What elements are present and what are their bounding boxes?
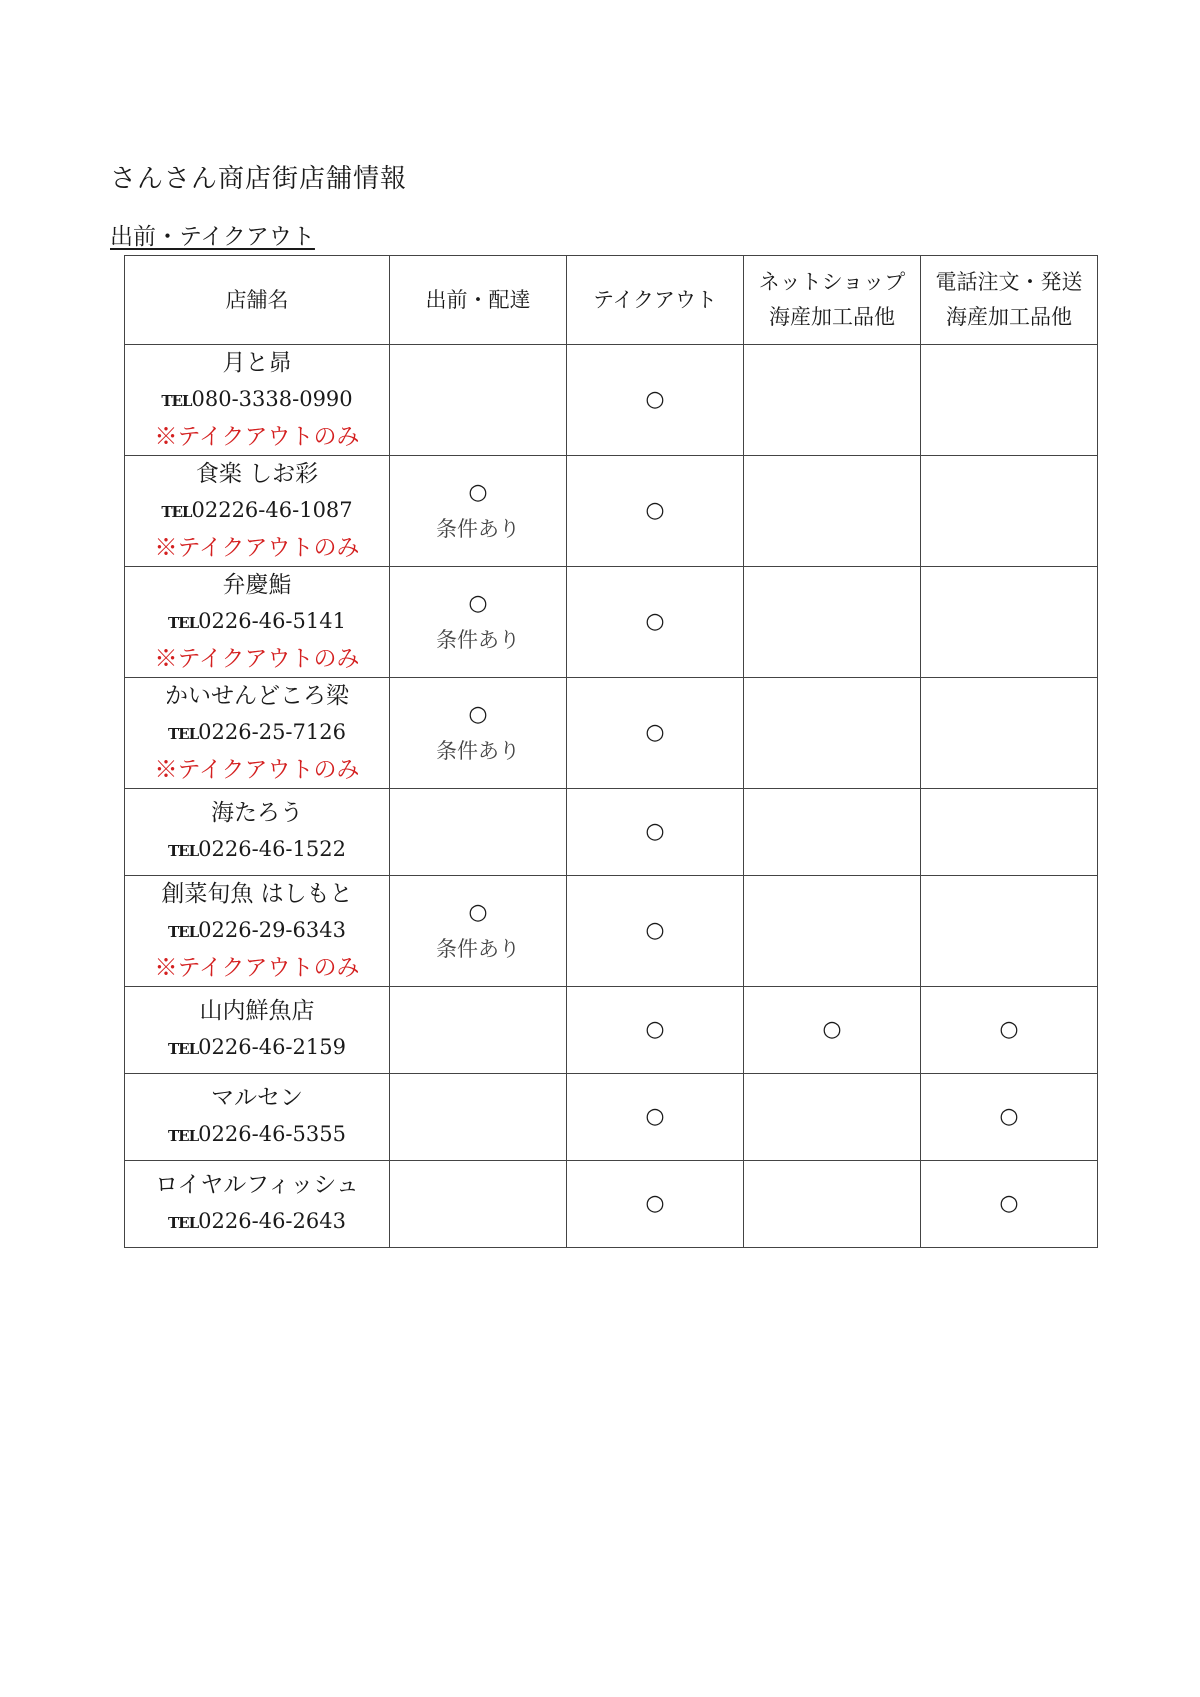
cell-delivery bbox=[390, 1161, 567, 1248]
cell-shop-info bbox=[125, 678, 390, 789]
cell-netshop bbox=[744, 876, 921, 987]
shop-phone bbox=[125, 1029, 389, 1067]
phone-number: 0226-46-1522 bbox=[198, 837, 346, 861]
cell-delivery bbox=[390, 567, 567, 678]
shop-phone bbox=[125, 1203, 389, 1241]
available-mark: ○ bbox=[822, 1017, 842, 1042]
tel-icon: TEL bbox=[168, 923, 199, 941]
tel-icon: TEL bbox=[168, 1040, 199, 1058]
cell-takeout bbox=[567, 1074, 744, 1161]
table-row bbox=[125, 678, 1098, 789]
cell-takeout bbox=[567, 789, 744, 876]
table-header-row bbox=[125, 256, 1098, 345]
tel-icon: TEL bbox=[161, 392, 192, 410]
available-mark: ○ bbox=[999, 1017, 1019, 1042]
shop-phone bbox=[125, 492, 389, 530]
available-mark: ○ bbox=[645, 720, 665, 745]
section-heading: 出前・テイクアウト bbox=[110, 224, 315, 250]
table-row bbox=[125, 789, 1098, 876]
cell-netshop bbox=[744, 987, 921, 1074]
cell-delivery bbox=[390, 678, 567, 789]
takeout-only-note: ※テイクアウトのみ bbox=[154, 535, 360, 561]
cell-netshop bbox=[744, 678, 921, 789]
cell-phone-order bbox=[921, 789, 1098, 876]
available-mark: ○ bbox=[468, 591, 488, 616]
shop-phone bbox=[125, 831, 389, 869]
table-row bbox=[125, 1074, 1098, 1161]
cell-shop-info bbox=[125, 987, 390, 1074]
cell-netshop bbox=[744, 1161, 921, 1248]
shop-phone bbox=[125, 381, 389, 419]
cell-shop-info bbox=[125, 789, 390, 876]
shop-name: かいせんどころ梁 bbox=[165, 683, 349, 709]
shop-phone bbox=[125, 714, 389, 752]
header-phone-order: 電話注文・発送 海産加工品他 bbox=[921, 256, 1098, 345]
takeout-only-note: ※テイクアウトのみ bbox=[154, 757, 360, 783]
phone-number: 0226-29-6343 bbox=[198, 918, 346, 942]
cell-phone-order bbox=[921, 1074, 1098, 1161]
shop-name: 弁慶鮨 bbox=[222, 572, 292, 598]
header-netshop: ネットショップ 海産加工品他 bbox=[744, 256, 921, 345]
cell-shop-info bbox=[125, 567, 390, 678]
cell-takeout bbox=[567, 345, 744, 456]
takeout-only-note: ※テイクアウトのみ bbox=[154, 424, 360, 450]
shop-name: 月と昴 bbox=[222, 350, 292, 376]
available-mark: ○ bbox=[645, 387, 665, 412]
header-delivery: 出前・配達 bbox=[390, 256, 567, 345]
cell-shop-info bbox=[125, 1074, 390, 1161]
tel-icon: TEL bbox=[168, 725, 199, 743]
phone-number: 0226-46-2159 bbox=[198, 1035, 346, 1059]
cell-delivery bbox=[390, 876, 567, 987]
phone-number: 080-3338-0990 bbox=[191, 387, 353, 411]
available-mark: ○ bbox=[999, 1191, 1019, 1216]
cell-phone-order bbox=[921, 456, 1098, 567]
cell-takeout bbox=[567, 1161, 744, 1248]
available-mark: ○ bbox=[645, 1017, 665, 1042]
shop-name: 食楽 しお彩 bbox=[195, 461, 319, 487]
page-title: さんさん商店街店舗情報 bbox=[110, 164, 408, 194]
header-shop-name: 店舗名 bbox=[125, 256, 390, 345]
condition-label: 条件あり bbox=[436, 517, 520, 541]
tel-icon: TEL bbox=[161, 503, 192, 521]
cell-phone-order bbox=[921, 1161, 1098, 1248]
cell-netshop bbox=[744, 1074, 921, 1161]
tel-icon: TEL bbox=[168, 1214, 199, 1232]
shop-table bbox=[124, 255, 1098, 1248]
available-mark: ○ bbox=[645, 918, 665, 943]
cell-shop-info bbox=[125, 456, 390, 567]
table-row bbox=[125, 345, 1098, 456]
tel-icon: TEL bbox=[168, 1127, 199, 1145]
shop-phone bbox=[125, 1116, 389, 1154]
phone-number: 0226-46-5355 bbox=[198, 1122, 346, 1146]
cell-takeout bbox=[567, 876, 744, 987]
cell-netshop bbox=[744, 789, 921, 876]
table-row bbox=[125, 567, 1098, 678]
cell-phone-order bbox=[921, 678, 1098, 789]
cell-netshop bbox=[744, 345, 921, 456]
available-mark: ○ bbox=[999, 1104, 1019, 1129]
cell-phone-order bbox=[921, 345, 1098, 456]
cell-delivery bbox=[390, 987, 567, 1074]
cell-delivery bbox=[390, 1074, 567, 1161]
condition-label: 条件あり bbox=[436, 628, 520, 652]
shop-name: 山内鮮魚店 bbox=[199, 998, 315, 1024]
cell-delivery bbox=[390, 456, 567, 567]
phone-number: 0226-46-5141 bbox=[198, 609, 346, 633]
cell-takeout bbox=[567, 456, 744, 567]
table-row bbox=[125, 456, 1098, 567]
header-takeout: テイクアウト bbox=[567, 256, 744, 345]
cell-delivery bbox=[390, 345, 567, 456]
cell-delivery bbox=[390, 789, 567, 876]
available-mark: ○ bbox=[645, 498, 665, 523]
cell-phone-order bbox=[921, 987, 1098, 1074]
cell-takeout bbox=[567, 678, 744, 789]
phone-number: 0226-46-2643 bbox=[198, 1209, 346, 1233]
cell-takeout bbox=[567, 987, 744, 1074]
available-mark: ○ bbox=[468, 702, 488, 727]
condition-label: 条件あり bbox=[436, 739, 520, 763]
tel-icon: TEL bbox=[168, 842, 199, 860]
cell-shop-info bbox=[125, 345, 390, 456]
available-mark: ○ bbox=[468, 900, 488, 925]
shop-name: マルセン bbox=[211, 1085, 303, 1111]
cell-netshop bbox=[744, 456, 921, 567]
available-mark: ○ bbox=[645, 1191, 665, 1216]
cell-shop-info bbox=[125, 876, 390, 987]
cell-phone-order bbox=[921, 876, 1098, 987]
available-mark: ○ bbox=[645, 819, 665, 844]
table-row bbox=[125, 876, 1098, 987]
cell-netshop bbox=[744, 567, 921, 678]
table-row bbox=[125, 1161, 1098, 1248]
phone-number: 0226-25-7126 bbox=[198, 720, 346, 744]
shop-phone bbox=[125, 603, 389, 641]
takeout-only-note: ※テイクアウトのみ bbox=[154, 955, 360, 981]
condition-label: 条件あり bbox=[436, 937, 520, 961]
cell-shop-info bbox=[125, 1161, 390, 1248]
available-mark: ○ bbox=[645, 1104, 665, 1129]
table-row bbox=[125, 987, 1098, 1074]
available-mark: ○ bbox=[645, 609, 665, 634]
shop-name: 海たろう bbox=[211, 800, 303, 826]
cell-takeout bbox=[567, 567, 744, 678]
shop-phone bbox=[125, 912, 389, 950]
phone-number: 02226-46-1087 bbox=[191, 498, 353, 522]
takeout-only-note: ※テイクアウトのみ bbox=[154, 646, 360, 672]
available-mark: ○ bbox=[468, 480, 488, 505]
tel-icon: TEL bbox=[168, 614, 199, 632]
cell-phone-order bbox=[921, 567, 1098, 678]
shop-name: 創菜旬魚 はしもと bbox=[161, 881, 353, 907]
shop-name: ロイヤルフィッシュ bbox=[155, 1172, 359, 1198]
